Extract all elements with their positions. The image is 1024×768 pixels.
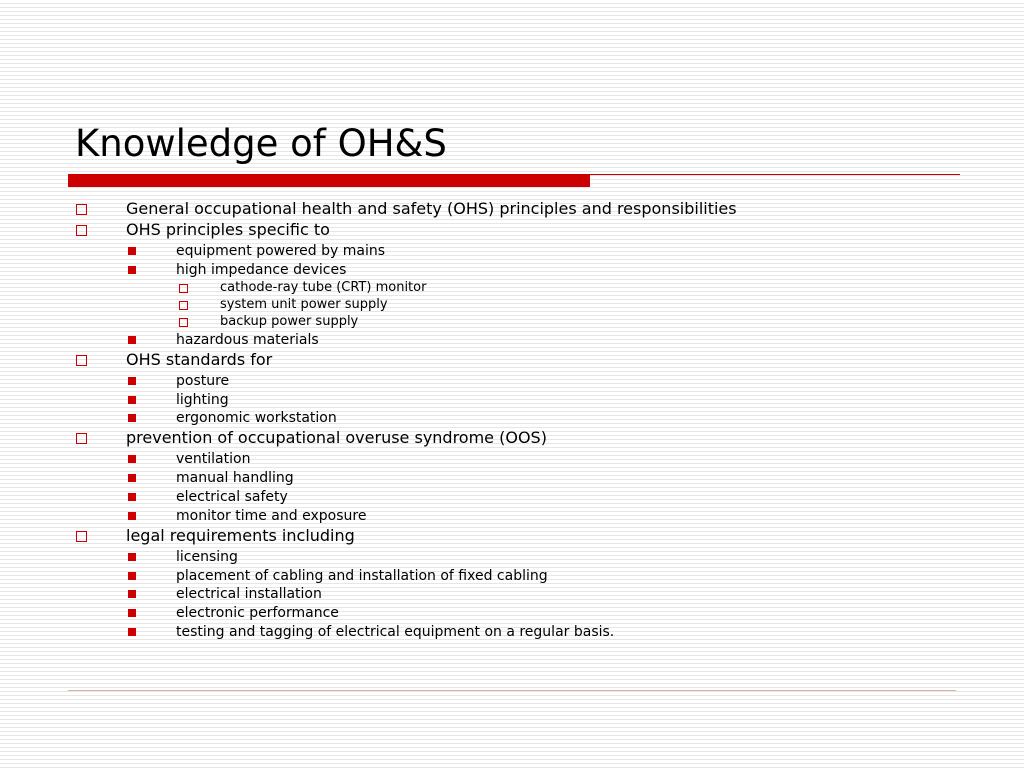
small-hollow-square-bullet-icon <box>179 318 188 327</box>
solid-square-bullet-icon <box>128 572 136 580</box>
list-item: electrical safety <box>176 489 288 505</box>
footer-divider <box>68 690 956 691</box>
list-item: placement of cabling and installation of fixed cabling <box>176 568 548 584</box>
list-item: testing and tagging of electrical equipment on a regular basis. <box>176 624 615 640</box>
list-item: ventilation <box>176 451 251 467</box>
hollow-square-bullet-icon <box>76 433 87 444</box>
solid-square-bullet-icon <box>128 336 136 344</box>
list-item: ergonomic workstation <box>176 410 337 426</box>
list-item: system unit power supply <box>220 297 388 312</box>
list-item: OHS standards for <box>126 350 273 369</box>
solid-square-bullet-icon <box>128 590 136 598</box>
solid-square-bullet-icon <box>128 512 136 520</box>
slide-title: Knowledge of OH&S <box>75 122 447 165</box>
solid-square-bullet-icon <box>128 553 136 561</box>
list-item: hazardous materials <box>176 332 319 348</box>
list-item: equipment powered by mains <box>176 243 386 259</box>
list-item: cathode-ray tube (CRT) monitor <box>220 280 427 295</box>
solid-square-bullet-icon <box>128 493 136 501</box>
list-item: lighting <box>176 392 229 408</box>
hollow-square-bullet-icon <box>76 531 87 542</box>
list-item: manual handling <box>176 470 294 486</box>
list-item: monitor time and exposure <box>176 508 367 524</box>
solid-square-bullet-icon <box>128 609 136 617</box>
list-item: electrical installation <box>176 586 322 602</box>
solid-square-bullet-icon <box>128 474 136 482</box>
small-hollow-square-bullet-icon <box>179 301 188 310</box>
solid-square-bullet-icon <box>128 247 136 255</box>
list-item: legal requirements including <box>126 526 355 545</box>
list-item: backup power supply <box>220 314 359 329</box>
hollow-square-bullet-icon <box>76 355 87 366</box>
list-item: electronic performance <box>176 605 339 621</box>
small-hollow-square-bullet-icon <box>179 284 188 293</box>
list-item: General occupational health and safety (OHS) principles and responsibilities <box>126 199 737 218</box>
solid-square-bullet-icon <box>128 455 136 463</box>
solid-square-bullet-icon <box>128 414 136 422</box>
list-item: prevention of occupational overuse syndrome (OOS) <box>126 428 547 447</box>
solid-square-bullet-icon <box>128 377 136 385</box>
solid-square-bullet-icon <box>128 396 136 404</box>
hollow-square-bullet-icon <box>76 225 87 236</box>
list-item: high impedance devices <box>176 262 347 278</box>
hollow-square-bullet-icon <box>76 204 87 215</box>
list-item: OHS principles specific to <box>126 220 330 239</box>
solid-square-bullet-icon <box>128 628 136 636</box>
list-item: posture <box>176 373 230 389</box>
title-underline-thick <box>68 175 590 187</box>
list-item: licensing <box>176 549 238 565</box>
solid-square-bullet-icon <box>128 266 136 274</box>
